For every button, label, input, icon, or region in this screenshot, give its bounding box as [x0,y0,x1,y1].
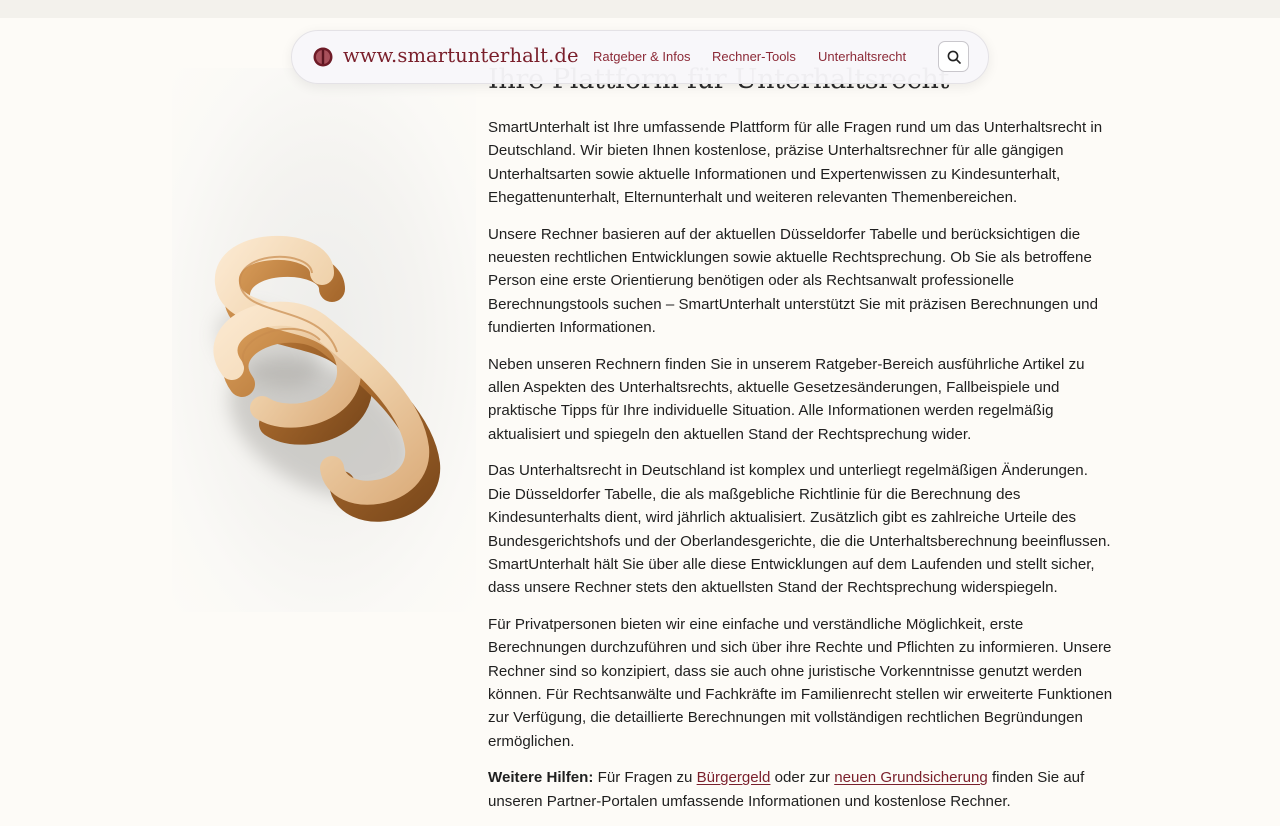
nav-unterhaltsrecht[interactable]: Unterhaltsrecht [818,49,907,64]
search-icon [947,50,961,64]
nav-rechner-tools[interactable]: Rechner-Tools [712,49,796,64]
help-text-2: oder zur [770,769,835,787]
help-text-3: finden Sie auf unseren Partner-Portalen umfassende Informationen und kostenlose Rechner. [488,769,1085,810]
main-content [488,60,1113,826]
audience-paragraph: Für Privatpersonen bieten wir eine einfache und verständliche Möglichkeit, erste Berechnungen durchzuführen und sich über ihre Rechte und Pflichten zu informieren. Unsere Rechner sind so konzipiert, dass sie auch ohne juristische Vorkenntnisse genutzt werden können. Für Rechtsanwälte und Fachkräfte im Familienrecht stellen wir erweiterte Funktionen zur Verfügung, die detaillierte Berechnungen mit vollständigen rechtlichen Begründungen ermöglichen. [488,615,1113,750]
help-label: Weitere Hilfen: [488,769,594,787]
search-button[interactable] [938,41,969,72]
site-logo-link[interactable]: www.smartunterhalt.de [343,44,579,67]
law-paragraph: Das Unterhaltsrecht in Deutschland ist komplex und unterliegt regelmäßigen Änderungen. Die Düsseldorfer Tabelle, die als maßgebliche Richtlinie für die Berechnung des Kindesunterhalts dient, wird jährlich aktualisiert. Zusätzlich gibt es zahlreiche Urteile des Bundesgerichtshofs und der Oberlandesgerichte, die die Unterhaltsberechnung beeinflussen. SmartUnterhalt hält Sie über alle diese Entwicklungen auf dem Laufenden und stellt sicher, dass unsere Rechner stets den aktuellsten Stand der Rechtsprechung widerspiegeln. [488,462,1111,597]
buergergeld-link[interactable]: Bürgergeld [696,769,771,787]
paragraph-illustration [172,68,476,612]
help-text-1: Für Fragen zu [593,769,697,787]
nav-ratgeber[interactable]: Ratgeber & Infos [593,49,691,64]
help-paragraph [488,766,1113,813]
calculator-paragraph: Unsere Rechner basieren auf der aktuellen Düsseldorfer Tabelle und berücksichtigen die neuesten rechtlichen Entwicklungen sowie aktuelle Rechtsprechung. Ob Sie als betroffene Person eine erste Orientierung benötigen oder als Rechtsanwalt professionelle Berechnungstools suchen – SmartUnterhalt unterstützt Sie mit präzisen Berechnungen und fundierten Informationen. [488,225,1098,337]
guide-paragraph: Neben unseren Rechnern finden Sie in unserem Ratgeber-Bereich ausführliche Artikel zu allen Aspekten des Unterhaltsrechts, aktuelle Gesetzesänderungen, Fallbeispiele und praktische Tipps für Ihre individuelle Situation. Alle Informationen werden regelmäßig aktualisiert und spiegeln den aktuellen Stand der Rechtsprechung wider. [488,355,1085,443]
intro-paragraph: SmartUnterhalt ist Ihre umfassende Plattform für alle Fragen rund um das Unterhaltsrecht in Deutschland. Wir bieten Ihnen kostenlose, präzise Unterhaltsrechner für alle gängigen Unterhaltsarten sowie aktuelle Informationen und Expertenwissen zu Kindesunterhalt, Ehegattenunterhalt, Elternunterhalt und weiteren relevanten Themenbereichen. [488,119,1103,207]
paragraph-symbol-icon [172,68,476,612]
top-strip [0,0,1280,18]
top-navigation [291,30,989,84]
grundsicherung-link[interactable]: neuen Grundsicherung [834,769,988,787]
shield-logo-icon[interactable] [313,47,333,67]
